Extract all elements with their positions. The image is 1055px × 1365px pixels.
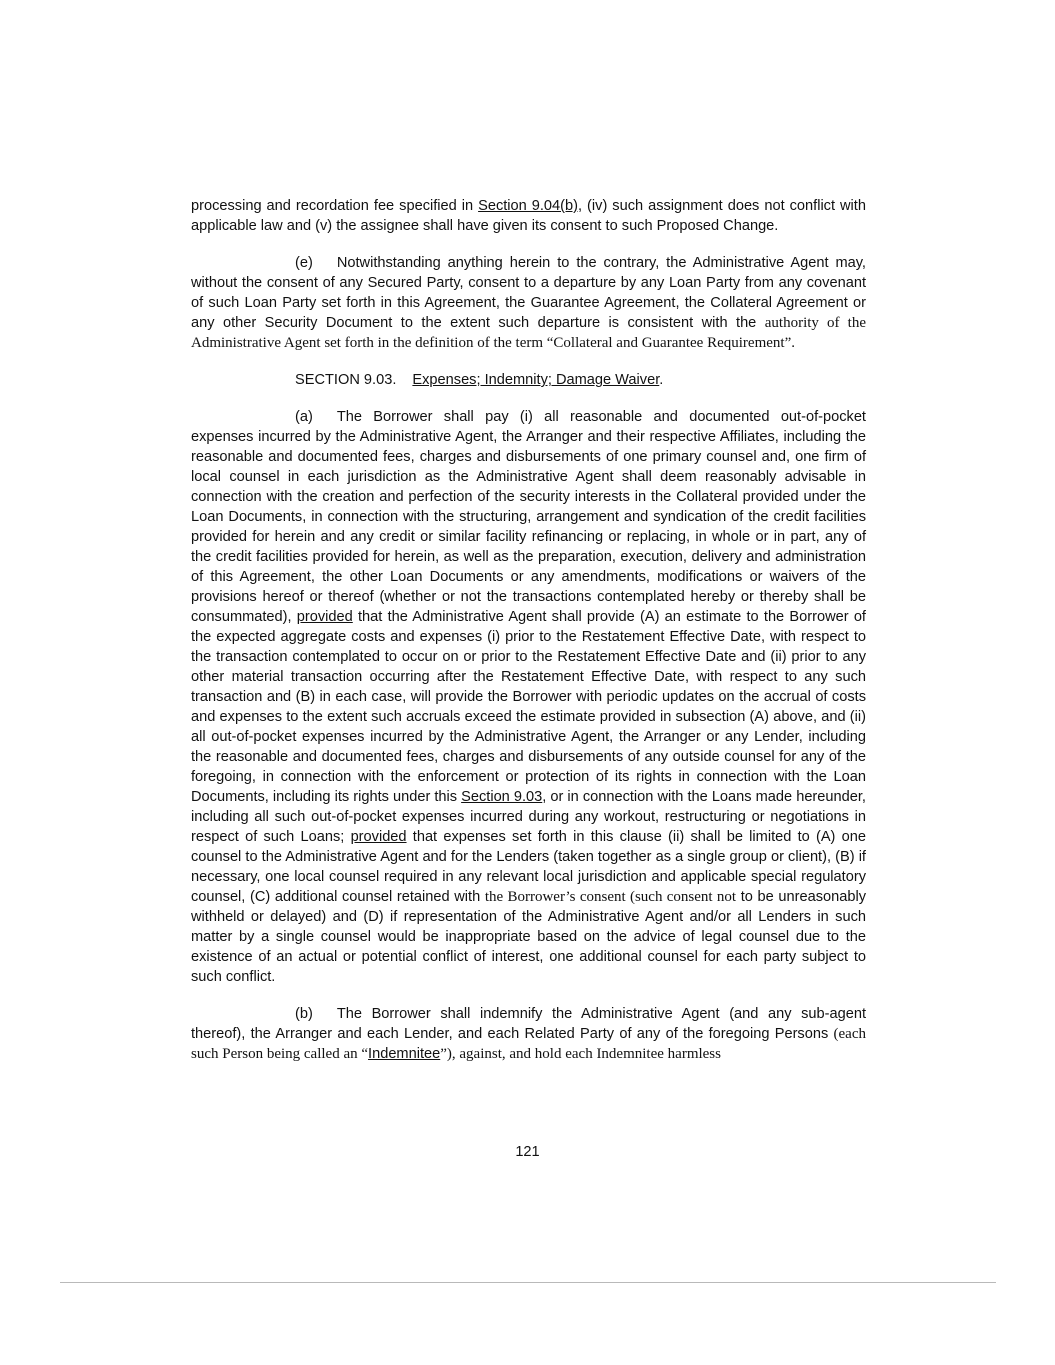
text-run: , (iv) such assignment does not conflict with applicable law and (v) the assignee shall have given its consent to such Proposed Change.	[191, 198, 866, 234]
text-run: Notwithstanding anything herein to the contrary, the Administrative Agent may, without the consent of any Secured Party, consent to a departure by any Loan Party from any covenant of such Loan Party set forth in this Agreement, the Guarantee Agreement, the Collateral Agreement or any other Security Document to the extent such departure is consistent with the	[191, 255, 866, 331]
text-run: that expenses set forth in this clause (ii) shall be limited to (A) one counsel to the Administrative Agent and for the Lenders (taken together as a single group or client), (B) if necessary, one local counsel required in any relevant local jurisdiction and applicable special regulatory counsel, (C) additional counsel retained with	[191, 829, 866, 905]
paragraph-label: (a)	[295, 409, 313, 425]
paragraph-label: (e)	[295, 255, 313, 271]
text-run: (each such Person being called an “	[191, 1026, 866, 1062]
text-run: processing and recordation fee specified in	[191, 198, 479, 214]
section-reference: Section 9.03	[461, 789, 543, 805]
page-number: 121	[515, 1144, 540, 1160]
section-reference: Section 9.04(b)	[478, 198, 578, 214]
paragraph-b	[191, 1004, 866, 1064]
defined-term-indemnitee: Indemnitee	[368, 1046, 441, 1062]
text-run: The Borrower shall pay (i) all reasonable and documented out-of-pocket expenses incurred by the Administrative Agent, the Arranger and their respective Affiliates, including the reasonable and documented fees, charges and disbursements of one primary counsel and, one firm of local counsel in each jurisdiction as the Administrative Agent shall deem reasonably advisable in connection with the creation and perfection of the security interests in the Collateral provided under the Loan Documents, in connection with the structuring, arrangement and syndication of the credit facilities provided for herein and any credit or similar facility refinancing or replacing, in whole or in part, any of the credit facilities provided for herein, as well as the preparation, execution, delivery and administration of this Agreement, the other Loan Documents or any amendments, modifications or waivers of the provisions hereof or thereof (whether or not the transactions contemplated hereby or thereby shall be consummated),	[191, 409, 866, 625]
section-number: SECTION 9.03.	[295, 372, 397, 388]
text-run: , or in connection with the Loans made hereunder, including all such out-of-pocket expenses incurred during any workout, restructuring or negotiations in respect of such Loans;	[191, 789, 866, 845]
paragraph-a	[191, 407, 866, 987]
section-title-period: .	[659, 372, 664, 388]
paragraph-label: (b)	[295, 1006, 313, 1022]
paragraph-e	[191, 253, 866, 353]
text-run: that the Administrative Agent shall provide (A) an estimate to the Borrower of the expected aggregate costs and expenses (i) prior to the Restatement Effective Date, with respect to the transaction contemplated to occur on or prior to the Restatement Effective Date and (ii) prior to any other material transaction occurring after the Restatement Effective Date, with respect to any such transaction and (B) in each case, will provide the Borrower with periodic updates on the accrual of costs and expenses to the extent such accruals exceed the estimate provided in subsection (A) above, and (ii) all out-of-pocket expenses incurred by the Administrative Agent, the Arranger or any Lender, including the reasonable and documented fees, charges and disbursements of any outside counsel for any of the foregoing, in connection with the enforcement or protection of its rights in connection with the Loan Documents, including its rights under this	[191, 609, 866, 805]
text-run: ”), against, and hold each Indemnitee harmless	[440, 1046, 721, 1062]
defined-term-provided: provided	[350, 829, 407, 845]
document-body	[191, 196, 866, 1081]
text-run: authority of the Administrative Agent set forth in the definition of the term “Collateral and Guarantee Requirement”.	[191, 315, 866, 351]
section-title: Expenses; Indemnity; Damage Waiver	[412, 372, 660, 388]
text-run: the Borrower’s consent (such consent not	[484, 889, 737, 905]
footer-divider	[60, 1282, 996, 1283]
section-heading	[191, 370, 866, 390]
paragraph-continuation	[191, 196, 866, 236]
text-run: to be unreasonably withheld or delayed) and (D) if representation of the Administrative Agent and/or all Lenders in such matter by a single counsel would be inappropriate based on the advice of legal counsel due to the existence of an actual or potential conflict of interest, one additional counsel for each party subject to such conflict.	[191, 889, 866, 985]
text-run: The Borrower shall indemnify the Administrative Agent (and any sub-agent thereof), the Arranger and each Lender, and each Related Party of any of the foregoing Persons	[191, 1006, 866, 1042]
defined-term-provided: provided	[296, 609, 353, 625]
